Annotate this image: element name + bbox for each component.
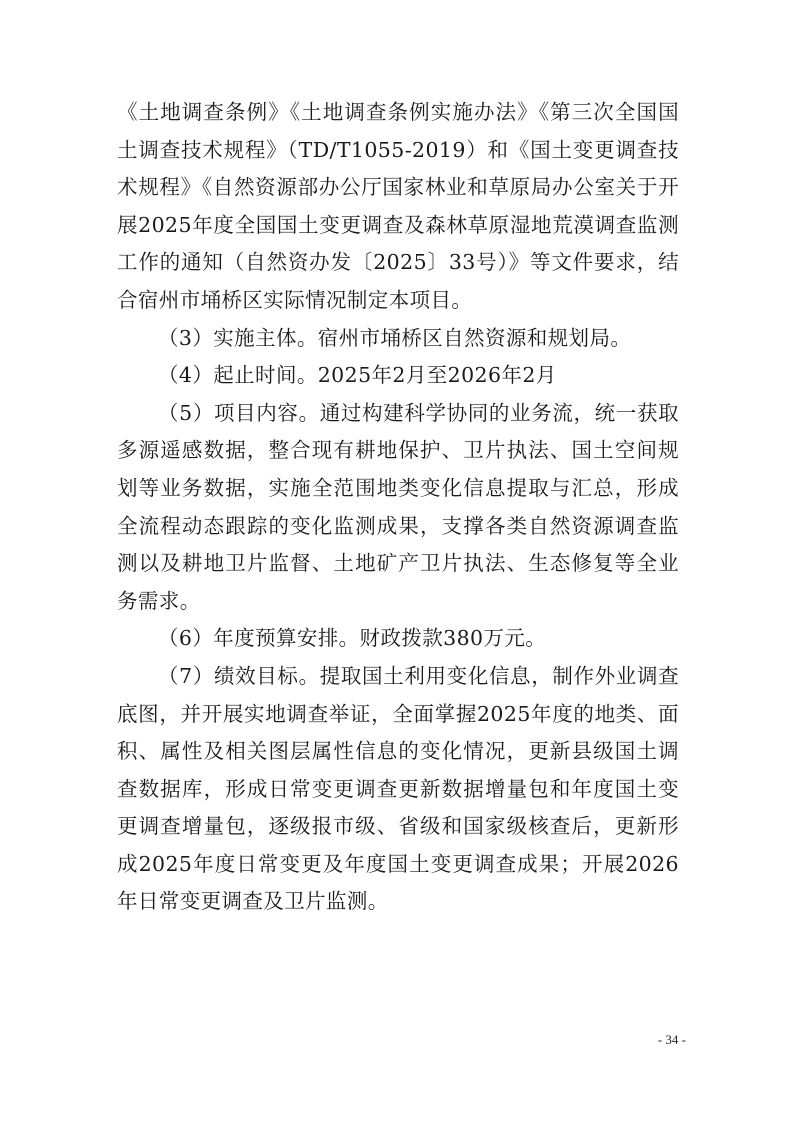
paragraph-implementer: （3）实施主体。宿州市埇桥区自然资源和规划局。 (158, 325, 632, 350)
paragraph-performance-goals: （7）绩效目标。提取国土利用变化信息，制作外业调查底图，并开展实地调查举证，全面掌握2025年度的地类、面积、属性及相关图层属性信息的变化情况，更新县级国土调查数据库，形成日常变更调查更新数据增量包和年度国土变更调查增量包，逐级报市级、省级和国家级核查后，更新形成2025年度日常变更及年度国土变更调查成果；开展2026年日常变更调查及卫片监测。 (117, 663, 679, 914)
page-number: - 34 - (657, 1032, 686, 1047)
paragraph-basis-continuation: 《土地调查条例》《土地调查条例实施办法》《第三次全国国土调查技术规程》（TD/T1055-2019）和《国土变更调查技术规程》《自然资源部办公厅国家林业和草原局办公室关于开展2025年度全国国土变更调查及森林草原湿地荒漠调查监测工作的通知（自然资办发〔2025〕33号）》等文件要求，结合宿州市埇桥区实际情况制定本项目。 (117, 100, 679, 312)
paragraph-budget: （6）年度预算安排。财政拨款380万元。 (158, 626, 547, 651)
paragraph-period: （4）起止时间。2025年2月至2026年2月 (158, 363, 557, 388)
paragraph-project-content: （5）项目内容。通过构建科学协同的业务流，统一获取多源遥感数据，整合现有耕地保护、卫片执法、国土空间规划等业务数据，实施全范围地类变化信息提取与汇总，形成全流程动态跟踪的变化监测成果，支撑各类自然资源调查监测以及耕地卫片监督、土地矿产卫片执法、生态修复等全业务需求。 (117, 400, 679, 613)
document-body (117, 94, 679, 921)
